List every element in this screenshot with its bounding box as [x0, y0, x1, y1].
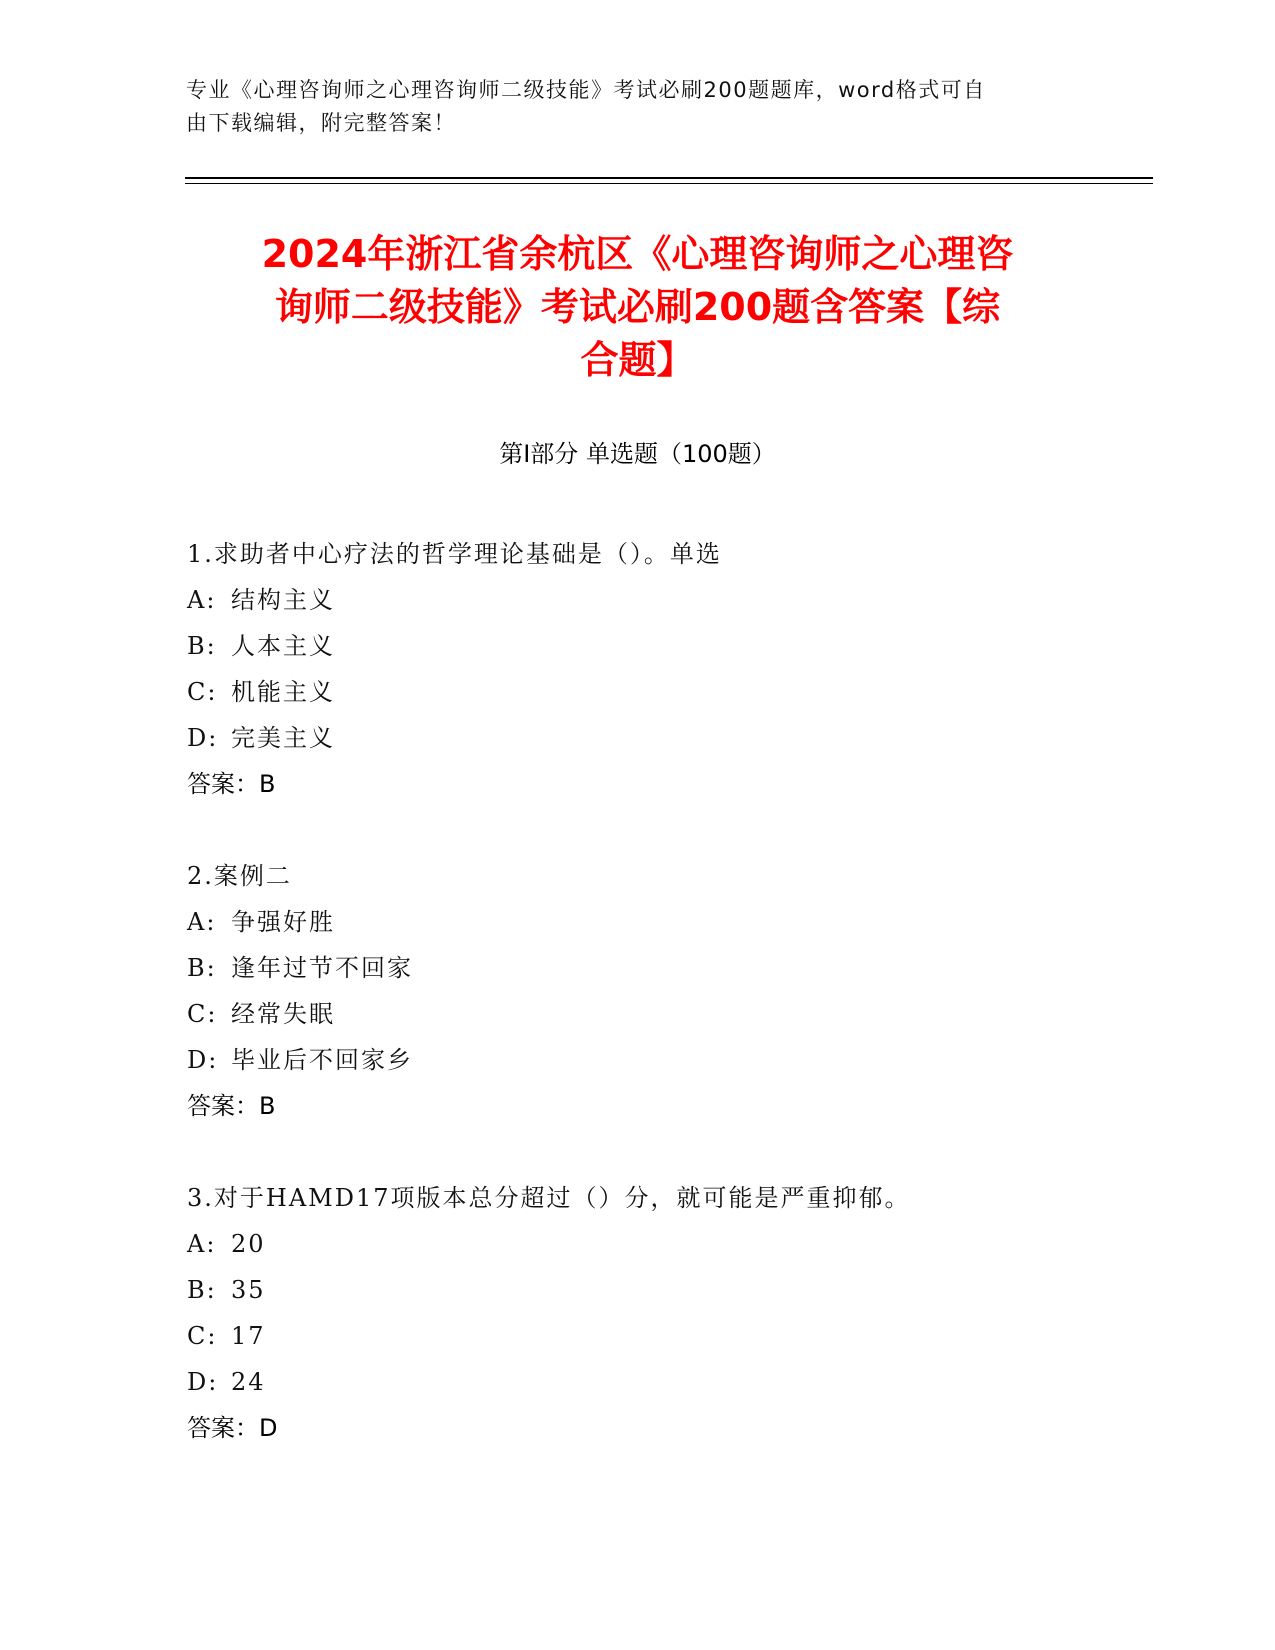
option-a: [187, 899, 1107, 945]
option-c: [187, 991, 1107, 1037]
document-title-line-1: 2024年浙江省余杭区《心理咨询师之心理咨: [261, 232, 1014, 276]
option-text: 经常失眠: [231, 1000, 335, 1028]
question-list: [187, 531, 1107, 1497]
document-title-line-2: 询师二级技能》考试必刷200题含答案【综: [274, 285, 1001, 329]
option-c: [187, 1313, 1107, 1359]
option-text: 机能主义: [231, 678, 335, 706]
option-d: [187, 1359, 1107, 1405]
option-letter: D:: [187, 1368, 219, 1396]
question-stem: 2.案例二: [187, 862, 292, 890]
option-letter: A:: [187, 1230, 217, 1258]
option-letter: A:: [187, 586, 217, 614]
question-1: [187, 531, 1107, 807]
header-rule-thin: [185, 183, 1153, 184]
option-letter: B:: [187, 1276, 217, 1304]
document-title: [160, 228, 1115, 387]
option-text: 20: [231, 1230, 266, 1258]
option-text: 17: [231, 1322, 266, 1350]
option-letter: B:: [187, 632, 217, 660]
header-rule-thick: [185, 177, 1153, 179]
answer: 答案：B: [187, 1092, 276, 1120]
option-text: 结构主义: [231, 586, 335, 614]
document-title-line-3: 合题】: [580, 338, 695, 382]
question-2: [187, 853, 1107, 1129]
option-b: [187, 945, 1107, 991]
option-b: [187, 623, 1107, 669]
option-b: [187, 1267, 1107, 1313]
header-note-line-1: 专业《心理咨询师之心理咨询师二级技能》考试必刷200题题库，word格式可自: [186, 78, 986, 102]
option-text: 人本主义: [231, 632, 335, 660]
question-3: [187, 1175, 1107, 1451]
option-d: [187, 715, 1107, 761]
option-text: 24: [231, 1368, 266, 1396]
option-d: [187, 1037, 1107, 1083]
option-c: [187, 669, 1107, 715]
option-letter: A:: [187, 908, 217, 936]
option-text: 35: [231, 1276, 266, 1304]
header-note: [186, 74, 1066, 140]
option-letter: C:: [187, 678, 218, 706]
header-note-line-2: 由下载编辑，附完整答案！: [186, 111, 456, 135]
option-a: [187, 1221, 1107, 1267]
option-text: 完美主义: [231, 724, 335, 752]
option-a: [187, 577, 1107, 623]
option-text: 毕业后不回家乡: [231, 1046, 413, 1074]
option-letter: B:: [187, 954, 217, 982]
option-letter: D:: [187, 724, 219, 752]
question-stem: 3.对于HAMD17项版本总分超过（）分，就可能是严重抑郁。: [187, 1184, 911, 1212]
option-letter: D:: [187, 1046, 219, 1074]
answer: 答案：B: [187, 770, 276, 798]
option-letter: C:: [187, 1000, 218, 1028]
answer: 答案：D: [187, 1414, 278, 1442]
section-title: 第Ⅰ部分 单选题（100题）: [499, 440, 776, 468]
option-letter: C:: [187, 1322, 218, 1350]
option-text: 逢年过节不回家: [231, 954, 413, 982]
option-text: 争强好胜: [231, 908, 335, 936]
question-stem: 1.求助者中心疗法的哲学理论基础是（）。单选: [187, 540, 722, 568]
